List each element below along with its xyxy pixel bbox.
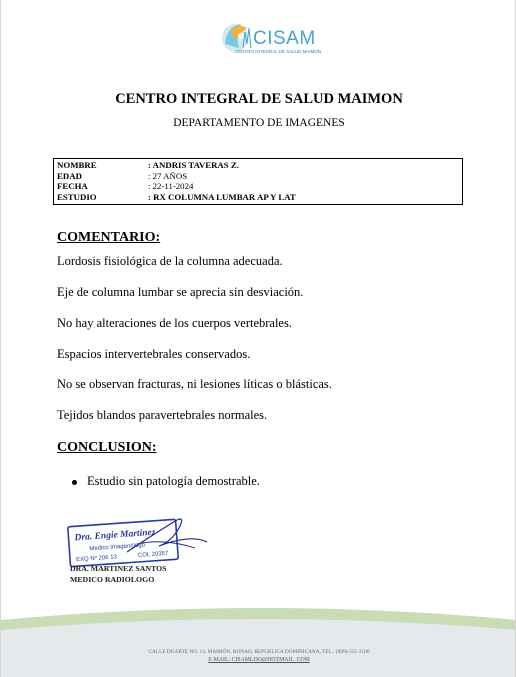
comentario-line: Tejidos blandos paravertebrales normales.: [57, 408, 268, 422]
edad-label: EDAD: [57, 170, 82, 181]
info-row-edad: [54, 171, 462, 182]
estudio-label: ESTUDIO: [57, 191, 97, 202]
info-row-fecha: [54, 181, 462, 192]
footer-wave: [1, 600, 516, 677]
info-row-nombre: [54, 160, 462, 171]
stamp-role: Medico Imagenólogo: [89, 542, 146, 553]
fecha-label: FECHA: [57, 181, 88, 192]
stamp-col: COL 20357: [137, 550, 169, 559]
comentario-line: Lordosis fisiológica de la columna adecuada.: [57, 254, 283, 268]
comentario-heading: COMENTARIO:: [57, 230, 161, 245]
logo-subtitle: CENTRO INTEGRAL DE SALUD MAIMON: [235, 49, 322, 54]
info-row-estudio: [54, 192, 462, 203]
fecha-value: : 22-11-2024: [148, 181, 194, 192]
estudio-value: : RX COLUMNA LUMBAR AP Y LAT: [148, 191, 296, 202]
stamp-exq: EXQ Nº 206 13: [75, 554, 118, 564]
comentario-line: Espacios intervertebrales conservados.: [57, 347, 251, 361]
patient-info-table: [53, 158, 463, 205]
doctor-stamp: [67, 512, 217, 572]
footer-email-prefix: E-MAIL:: [208, 657, 231, 663]
footer-email: [1, 657, 516, 663]
footer-email-address: CISAMLDO@HOTMAIL .COM: [231, 657, 310, 663]
comentario-line: No se observan fracturas, ni lesiones líticas o blásticas.: [57, 377, 332, 391]
conclusion-heading: CONCLUSION:: [57, 440, 157, 455]
comentario-line: No hay alteraciones de los cuerpos vertebrales.: [57, 316, 292, 330]
footer-address: CALLE DUARTE NO. 13, MAIMÓN, BONAO, REPUBLICA DOMINICANA, TEL.: (809)-551-2106: [148, 649, 370, 655]
signer-role: MEDICO RADIOLOGO: [70, 575, 155, 584]
logo-wordmark: CISAM: [253, 28, 316, 49]
stamp-name: Dra. Engie Martinez: [74, 527, 156, 544]
edad-value: : 27 AÑOS: [148, 170, 188, 181]
signer-name: DRA. MARTINEZ SANTOS: [70, 564, 167, 573]
report-title: CENTRO INTEGRAL DE SALUD MAIMON: [115, 91, 403, 107]
department-title: DEPARTAMENTO DE IMAGENES: [173, 117, 345, 129]
conclusion-item: Estudio sin patología demostrable.: [87, 474, 260, 488]
nombre-value: : ANDRIS TAVERAS Z.: [148, 160, 239, 170]
comentario-line: Eje de columna lumbar se aprecia sin desviación.: [57, 285, 304, 299]
nombre-label: NOMBRE: [57, 160, 97, 170]
bullet-icon: [72, 480, 77, 485]
